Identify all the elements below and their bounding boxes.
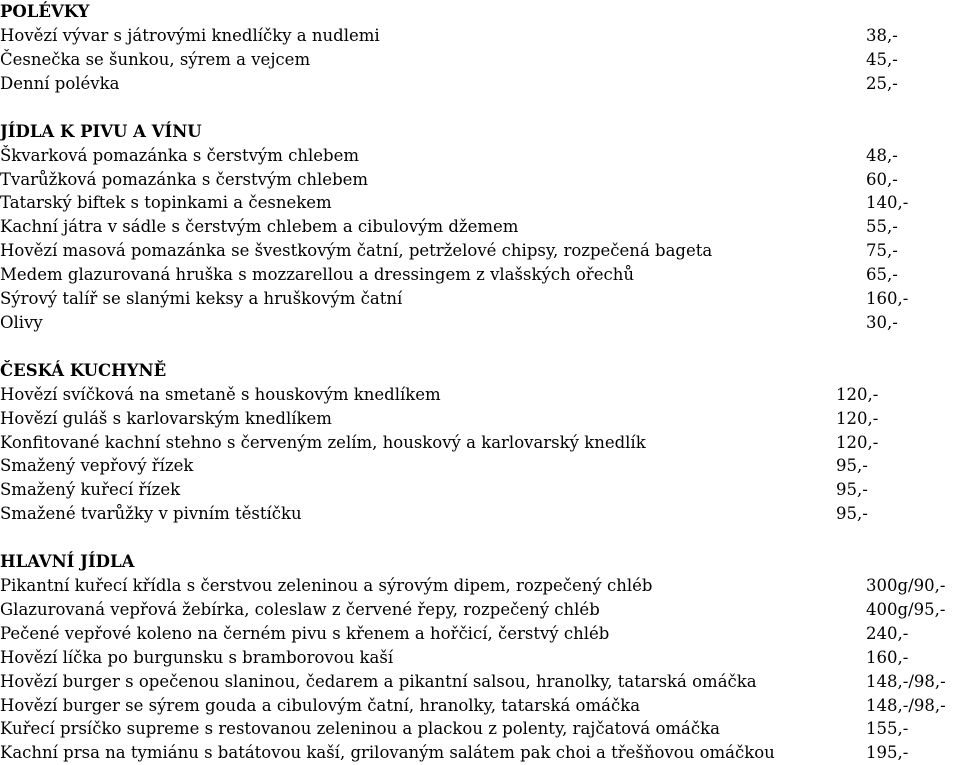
item-price: 38,- xyxy=(866,26,898,45)
menu-item xyxy=(0,72,960,96)
item-name: Smažený kuřecí řízek xyxy=(0,480,181,500)
item-name: Smažené tvarůžky v pivním těstíčku xyxy=(0,504,302,524)
item-name: Hovězí líčka po burgunsku s bramborovou kaší xyxy=(0,647,394,667)
menu-item xyxy=(0,670,960,694)
menu-item xyxy=(0,717,960,741)
item-price: 95,- xyxy=(836,480,868,500)
item-price: 65,- xyxy=(866,265,898,285)
section-spacer xyxy=(0,96,960,120)
item-price: 148,-/98,- xyxy=(866,671,946,691)
item-price: 75,- xyxy=(866,241,898,261)
item-price: 120,- xyxy=(836,408,879,428)
item-price: 120,- xyxy=(836,432,879,452)
item-price: 300g/90,- xyxy=(866,576,946,596)
item-name: Hovězí guláš s karlovarským knedlíkem xyxy=(0,408,332,428)
item-name: Konfitované kachní stehno s červeným zelím, houskový a karlovarský knedlík xyxy=(0,432,646,452)
section-heading: ČESKÁ KUCHYNĚ xyxy=(0,360,167,380)
item-name: Glazurovaná vepřová žebírka, coleslaw z červené řepy, rozpečený chléb xyxy=(0,600,600,620)
item-name: Pikantní kuřecí křídla s čerstvou zeleninou a sýrovým dipem, rozpečený chléb xyxy=(0,576,653,596)
item-name: Kachní játra v sádle s čerstvým chlebem a cibulovým džemem xyxy=(0,217,519,237)
item-name: Denní polévka xyxy=(0,73,120,93)
section-heading: JÍDLA K PIVU A VÍNU xyxy=(0,121,202,141)
section-czech-cuisine xyxy=(0,359,960,526)
section-heading: POLÉVKY xyxy=(0,2,90,21)
item-name: Hovězí svíčková na smetaně s houskovým knedlíkem xyxy=(0,384,441,404)
item-price: 60,- xyxy=(866,169,898,189)
menu-item xyxy=(0,431,960,455)
item-price: 160,- xyxy=(866,289,909,309)
item-price: 55,- xyxy=(866,217,898,237)
menu-item xyxy=(0,144,960,168)
menu-item xyxy=(0,215,960,239)
menu-item xyxy=(0,622,960,646)
item-name: Kuřecí prsíčko supreme s restovanou zeleninou a plackou z polenty, rajčatová omáčka xyxy=(0,719,720,739)
item-price: 48,- xyxy=(866,145,898,165)
menu-item xyxy=(0,287,960,311)
item-name: Hovězí vývar s játrovými knedlíčky a nudlemi xyxy=(0,26,380,45)
menu-item xyxy=(0,741,960,765)
menu-item xyxy=(0,574,960,598)
section-spacer xyxy=(0,335,960,359)
item-price: 95,- xyxy=(836,456,868,476)
item-price: 25,- xyxy=(866,73,898,93)
menu-item xyxy=(0,383,960,407)
menu-item xyxy=(0,478,960,502)
menu-item xyxy=(0,48,960,72)
menu-item xyxy=(0,694,960,718)
item-name: Pečené vepřové koleno na černém pivu s křenem a hořčicí, čerstvý chléb xyxy=(0,623,610,643)
item-price: 30,- xyxy=(866,312,898,332)
menu-item xyxy=(0,502,960,526)
section-heading: HLAVNÍ JÍDLA xyxy=(0,552,135,572)
item-name: Medem glazurovaná hruška s mozzarellou a dressingem z vlašských ořechů xyxy=(0,265,634,285)
item-price: 155,- xyxy=(866,719,909,739)
item-price: 240,- xyxy=(866,623,909,643)
menu-item xyxy=(0,311,960,335)
menu-item xyxy=(0,168,960,192)
item-price: 400g/95,- xyxy=(866,600,946,620)
menu-item xyxy=(0,407,960,431)
item-name: Tvarůžková pomazánka s čerstvým chlebem xyxy=(0,169,369,189)
item-name: Hovězí masová pomazánka se švestkovým čatní, petrželové chipsy, rozpečená bageta xyxy=(0,241,713,261)
menu-item xyxy=(0,191,960,215)
item-name: Olivy xyxy=(0,312,43,332)
item-name: Hovězí burger se sýrem gouda a cibulovým čatní, hranolky, tatarská omáčka xyxy=(0,695,641,715)
menu-item xyxy=(0,24,960,48)
item-name: Sýrový talíř se slanými keksy a hruškovým čatní xyxy=(0,289,403,309)
item-price: 160,- xyxy=(866,647,909,667)
item-name: Škvarková pomazánka s čerstvým chlebem xyxy=(0,145,360,165)
menu-item xyxy=(0,646,960,670)
item-price: 140,- xyxy=(866,193,909,213)
section-spacer xyxy=(0,526,960,550)
item-name: Česnečka se šunkou, sýrem a vejcem xyxy=(0,49,311,69)
item-name: Smažený vepřový řízek xyxy=(0,456,194,476)
item-price: 120,- xyxy=(836,384,879,404)
item-name: Kachní prsa na tymiánu s batátovou kaší, grilovaným salátem pak choi a třešňovou omáčkou xyxy=(0,743,775,763)
menu-item xyxy=(0,263,960,287)
item-price: 195,- xyxy=(866,743,909,763)
section-beer-wine-snacks xyxy=(0,120,960,335)
item-price: 148,-/98,- xyxy=(866,695,946,715)
section-soups xyxy=(0,0,960,96)
menu-item xyxy=(0,239,960,263)
section-main-dishes xyxy=(0,550,960,765)
item-name: Tatarský biftek s topinkami a česnekem xyxy=(0,193,332,213)
menu-item xyxy=(0,598,960,622)
item-price: 45,- xyxy=(866,49,898,69)
item-price: 95,- xyxy=(836,504,868,524)
menu-item xyxy=(0,454,960,478)
item-name: Hovězí burger s opečenou slaninou, čedarem a pikantní salsou, hranolky, tatarská omáčka xyxy=(0,671,757,691)
